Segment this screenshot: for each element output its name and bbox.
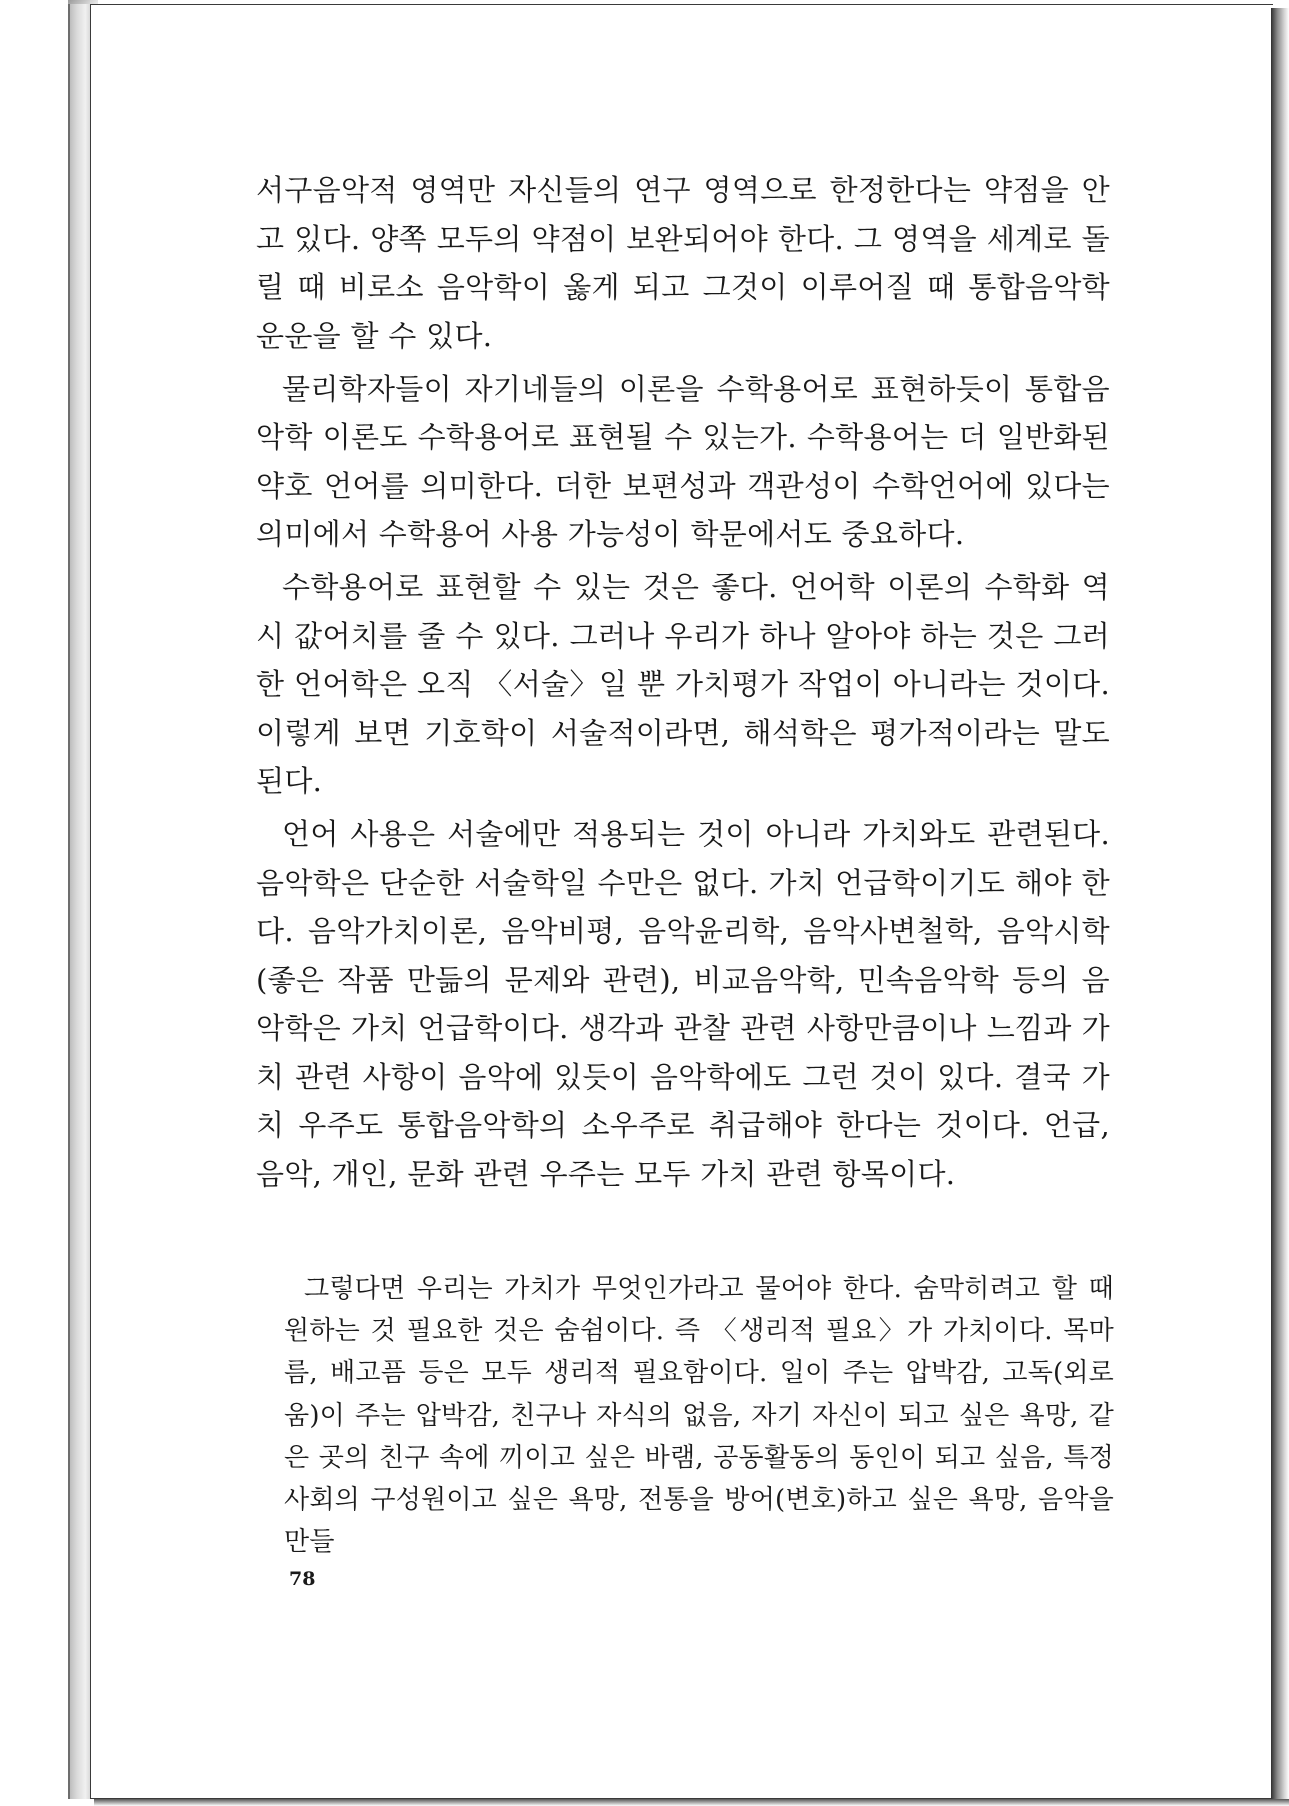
- paragraph-continuation: 서구음악적 영역만 자신들의 연구 영역으로 한정한다는 약점을 안고 있다. 양쪽 모두의 약점이 보완되어야 한다. 그 영역을 세계로 돌릴 때 비로소 음악학이 옳게 되고 그것이 이루어질 때 통합음악학 운운을 할 수 있다.: [256, 173, 1110, 353]
- page-number: 78: [289, 1568, 316, 1590]
- block-quote: [284, 1268, 1114, 1563]
- book-spine: [68, 4, 92, 1799]
- paragraph: 수학용어로 표현할 수 있는 것은 좋다. 언어학 이론의 수학화 역시 값어치를 줄 수 있다. 그러나 우리가 하나 알아야 하는 것은 그러한 언어학은 오직 〈서술〉일 뿐 가치평가 작업이 아니라는 것이다. 이렇게 보면 기호학이 서술적이라면, 해석학은 평가적이라는 말도 된다.: [256, 570, 1110, 798]
- page-edge-shadow: [1271, 8, 1289, 1806]
- paragraph: 물리학자들이 자기네들의 이론을 수학용어로 표현하듯이 통합음악학 이론도 수학용어로 표현될 수 있는가. 수학용어는 더 일반화된 약호 언어를 의미한다. 더한 보편성과 객관성이 수학언어에 있다는 의미에서 수학용어 사용 가능성이 학문에서도 중요하다.: [256, 371, 1110, 551]
- body-text: [256, 166, 1110, 1203]
- paragraph: 언어 사용은 서술에만 적용되는 것이 아니라 가치와도 관련된다. 음악학은 단순한 서술학일 수만은 없다. 가치 언급학이기도 해야 한다. 음악가치이론, 음악비평, 음악윤리학, 음악사변철학, 음악시학(좋은 작품 만듦의 문제와 관련), 비교음악학, 민속음악학 등의 음악학은 가치 언급학이다. 생각과 관찰 관련 사항만큼이나 느낌과 가치 관련 사항이 음악에 있듯이 음악학에도 그런 것이 있다. 결국 가치 우주도 통합음악학의 소우주로 취급해야 한다는 것이다. 언급, 음악, 개인, 문화 관련 우주는 모두 가치 관련 항목이다.: [256, 817, 1110, 1191]
- page-bottom-shadow: [94, 1799, 1289, 1806]
- quote-paragraph: 그렇다면 우리는 가치가 무엇인가라고 물어야 한다. 숨막히려고 할 때 원하는 것 필요한 것은 숨쉼이다. 즉 〈생리적 필요〉가 가치이다. 목마름, 배고픔 등은 모두 생리적 필요함이다. 일이 주는 압박감, 고독(외로움)이 주는 압박감, 친구나 자식의 없음, 자기 자신이 되고 싶은 욕망, 같은 곳의 친구 속에 끼이고 싶은 바램, 공동활동의 동인이 되고 싶음, 특정 사회의 구성원이고 싶은 욕망, 전통을 방어(변호)하고 싶은 욕망, 음악을 만들: [284, 1274, 1114, 1558]
